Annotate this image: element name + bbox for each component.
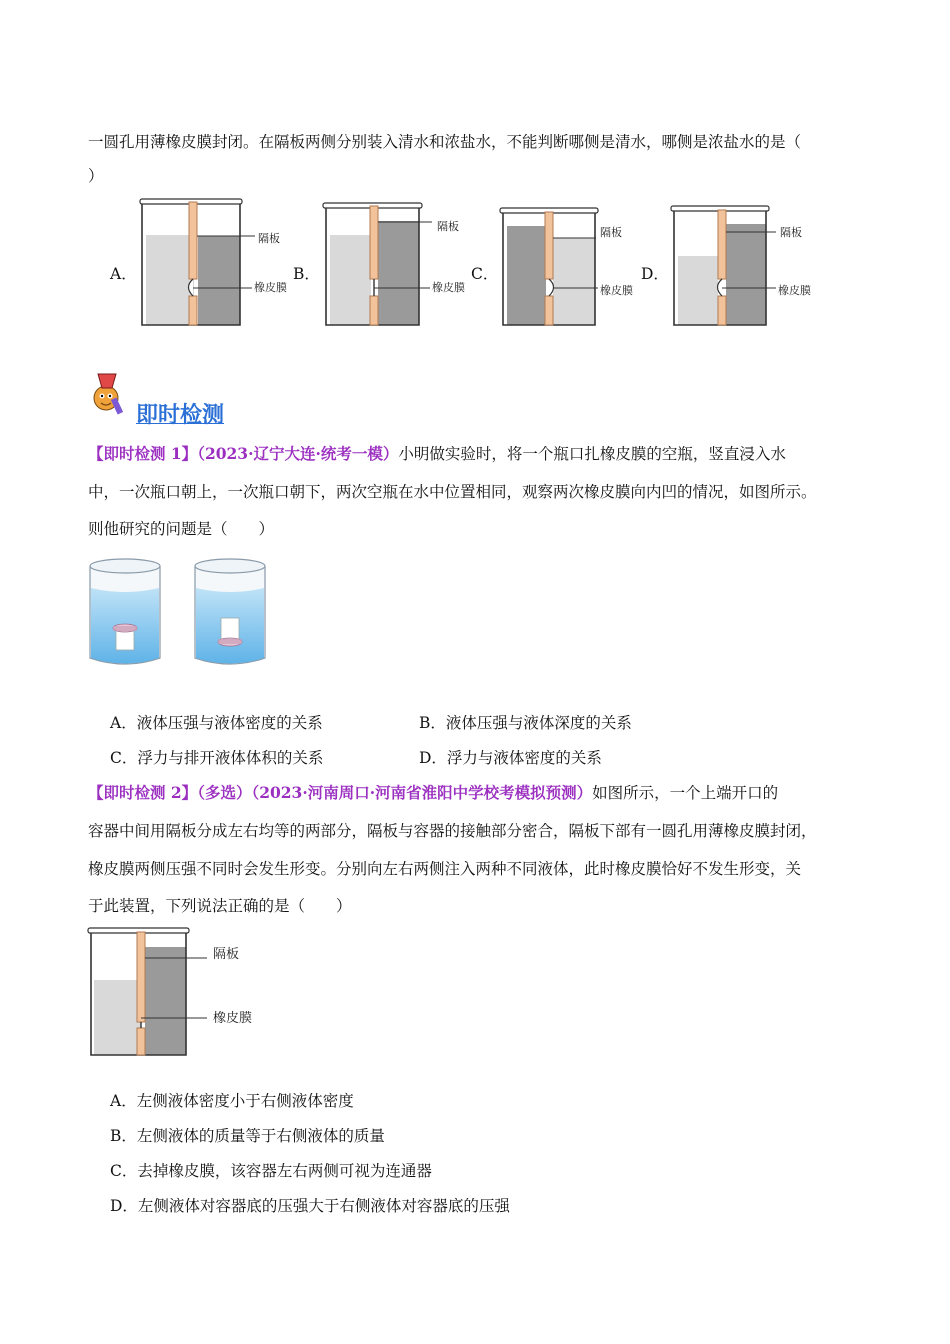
diagram-c-label-partition: 隔板	[600, 226, 622, 239]
q1-option-d: D．浮力与液体密度的关系	[419, 749, 602, 767]
q1-line-1	[88, 444, 786, 464]
pencil-mascot-icon	[84, 368, 134, 418]
q2-line-1	[88, 783, 778, 803]
q1-source: （2023·辽宁大连·统考一模）	[197, 444, 399, 463]
q2-line-4: 于此装置，下列说法正确的是（ ）	[88, 897, 352, 915]
q1-beakers-figure	[85, 552, 285, 674]
q2-line-3: 橡皮膜两侧压强不同时会发生形变。分别向左右两侧注入两种不同液体，此时橡皮膜恰好不发生形变，关	[88, 860, 802, 878]
q2-option-c: C．去掉橡皮膜，该容器左右两侧可视为连通器	[110, 1162, 432, 1180]
q2-line-2: 容器中间用隔板分成左右均等的两部分，隔板与容器的接触部分密合，隔板下部有一圆孔用薄橡皮膜封闭，	[88, 822, 817, 840]
intro-line-1: 一圆孔用薄橡皮膜封闭。在隔板两侧分别装入清水和浓盐水，不能判断哪侧是清水，哪侧是浓盐水的是（	[88, 133, 802, 151]
q1-option-a: A．液体压强与液体密度的关系	[110, 714, 323, 732]
diagram-option-b-letter: B．	[293, 265, 320, 283]
q2-multi: （多选）	[197, 783, 252, 802]
diagram-d	[671, 206, 811, 325]
q1-line-1-text: 小明做实验时，将一个瓶口扎橡皮膜的空瓶，竖直浸入水	[398, 445, 786, 463]
q2-option-d: D．左侧液体对容器底的压强大于右侧液体对容器底的压强	[110, 1197, 510, 1215]
diagram-option-a-letter: A．	[110, 265, 137, 283]
q1-line-2: 中，一次瓶口朝上，一次瓶口朝下，两次空瓶在水中位置相同，观察两次橡皮膜向内凹的情况，如图所示。	[88, 483, 817, 501]
q2-option-a: A．左侧液体密度小于右侧液体密度	[110, 1092, 354, 1110]
beaker-mouth-down	[195, 559, 265, 664]
diagram-b	[323, 203, 465, 325]
q2-option-b: B．左侧液体的质量等于右侧液体的质量	[110, 1127, 385, 1145]
q2-label-partition: 隔板	[213, 947, 240, 962]
beaker-mouth-up	[90, 559, 160, 664]
diagram-c	[500, 208, 633, 325]
intro-line-2: ）	[88, 167, 104, 185]
q2-line-1-text: 如图所示，一个上端开口的	[592, 784, 779, 802]
q1-option-c: C．浮力与排开液体体积的关系	[110, 749, 324, 767]
diagram-d-label-membrane: 橡皮膜	[778, 284, 811, 297]
diagram-a-label-partition: 隔板	[258, 232, 280, 245]
container-diagrams	[0, 190, 950, 335]
diagram-b-label-partition: 隔板	[437, 220, 459, 233]
diagram-c-label-membrane: 橡皮膜	[600, 284, 633, 297]
diagram-d-label-partition: 隔板	[780, 226, 802, 239]
q2-source: （2023·河南周口·河南省淮阳中学校考模拟预测）	[251, 783, 593, 802]
q1-line-3: 则他研究的问题是（ ）	[88, 520, 275, 538]
q2-label-membrane: 橡皮膜	[213, 1011, 253, 1026]
diagram-a-label-membrane: 橡皮膜	[254, 281, 287, 294]
diagram-option-d-letter: D．	[641, 265, 669, 283]
q1-option-b: B．液体压强与液体深度的关系	[419, 714, 632, 732]
q2-container-diagram	[85, 925, 275, 1060]
q2-tag: 【即时检测 2】	[88, 783, 198, 802]
q1-tag: 【即时检测 1】	[88, 444, 198, 463]
diagram-a	[140, 199, 287, 325]
diagram-option-c-letter: C．	[471, 265, 499, 283]
diagram-b-label-membrane: 橡皮膜	[432, 281, 465, 294]
section-title: 即时检测	[136, 403, 225, 428]
